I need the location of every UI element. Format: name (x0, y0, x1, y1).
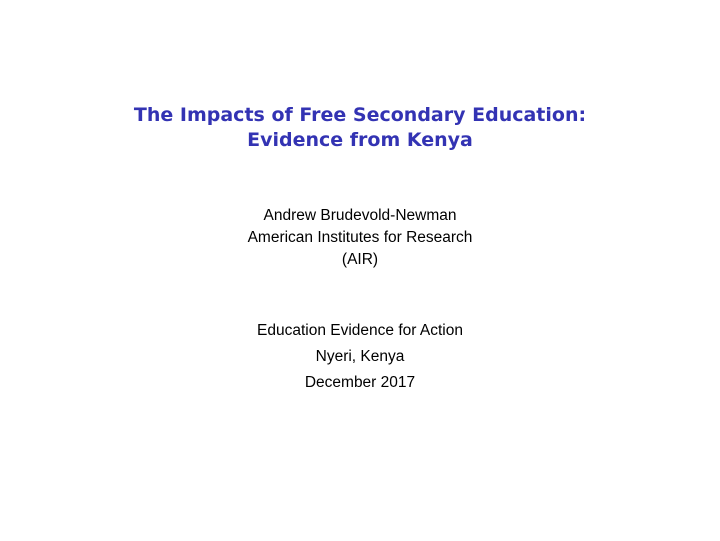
author-affiliation: American Institutes for Research (247, 229, 473, 246)
author-block (0, 205, 720, 271)
event-name: Education Evidence for Action (257, 322, 463, 339)
slide-title (0, 103, 720, 153)
title-line-2: Evidence from Kenya (247, 129, 473, 151)
author-affiliation-abbrev: (AIR) (341, 251, 379, 268)
event-date: December 2017 (304, 374, 416, 391)
event-location: Nyeri, Kenya (315, 348, 405, 365)
author-name: Andrew Brudevold-Newman (263, 207, 457, 224)
event-block (0, 318, 720, 396)
title-line-1: The Impacts of Free Secondary Education: (133, 104, 587, 126)
